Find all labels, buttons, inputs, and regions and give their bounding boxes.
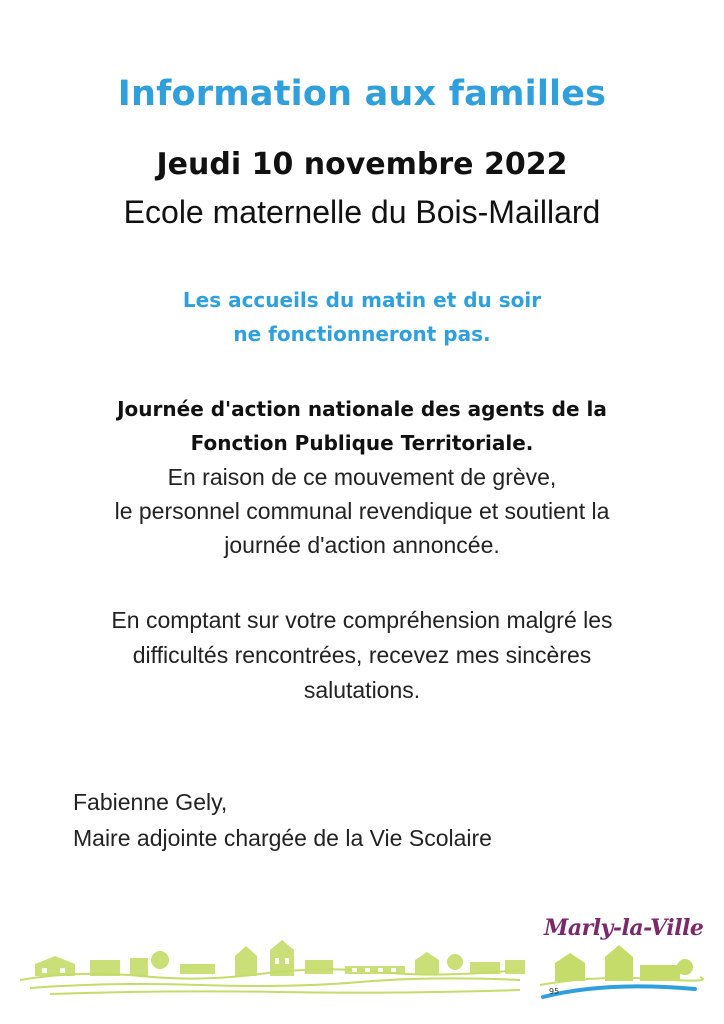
town-landscape-illustration bbox=[20, 930, 530, 1000]
closing-paragraph bbox=[0, 603, 724, 708]
school-name: Ecole maternelle du Bois-Maillard bbox=[123, 194, 601, 230]
notice-line: Les accueils du matin et du soir bbox=[182, 288, 542, 312]
action-body bbox=[0, 460, 724, 562]
notice-block bbox=[0, 283, 724, 351]
action-heading bbox=[0, 392, 724, 460]
action-body-line: journée d'action annoncée. bbox=[224, 532, 500, 558]
action-body-line: En raison de ce mouvement de grève, bbox=[167, 464, 557, 490]
logo-text: Marly-la-Ville bbox=[544, 915, 704, 941]
signature-name: Fabienne Gely, bbox=[73, 789, 228, 815]
closing-line: salutations. bbox=[303, 677, 421, 703]
page-title: Information aux familles bbox=[117, 74, 607, 114]
signature-block bbox=[73, 784, 492, 856]
closing-line: En comptant sur votre compréhension malgré les bbox=[111, 607, 613, 633]
notice-line: ne fonctionneront pas. bbox=[233, 322, 491, 346]
action-heading-line: Journée d'action nationale des agents de la bbox=[117, 397, 607, 421]
event-date: Jeudi 10 novembre 2022 bbox=[156, 147, 568, 182]
action-body-line: le personnel communal revendique et soutient la bbox=[114, 498, 610, 524]
action-heading-line: Fonction Publique Territoriale. bbox=[190, 431, 534, 455]
logo-number: 95 bbox=[549, 987, 560, 996]
signature-role: Maire adjointe chargée de la Vie Scolaire bbox=[73, 825, 492, 851]
closing-line: difficultés rencontrées, recevez mes sincères bbox=[132, 642, 592, 668]
